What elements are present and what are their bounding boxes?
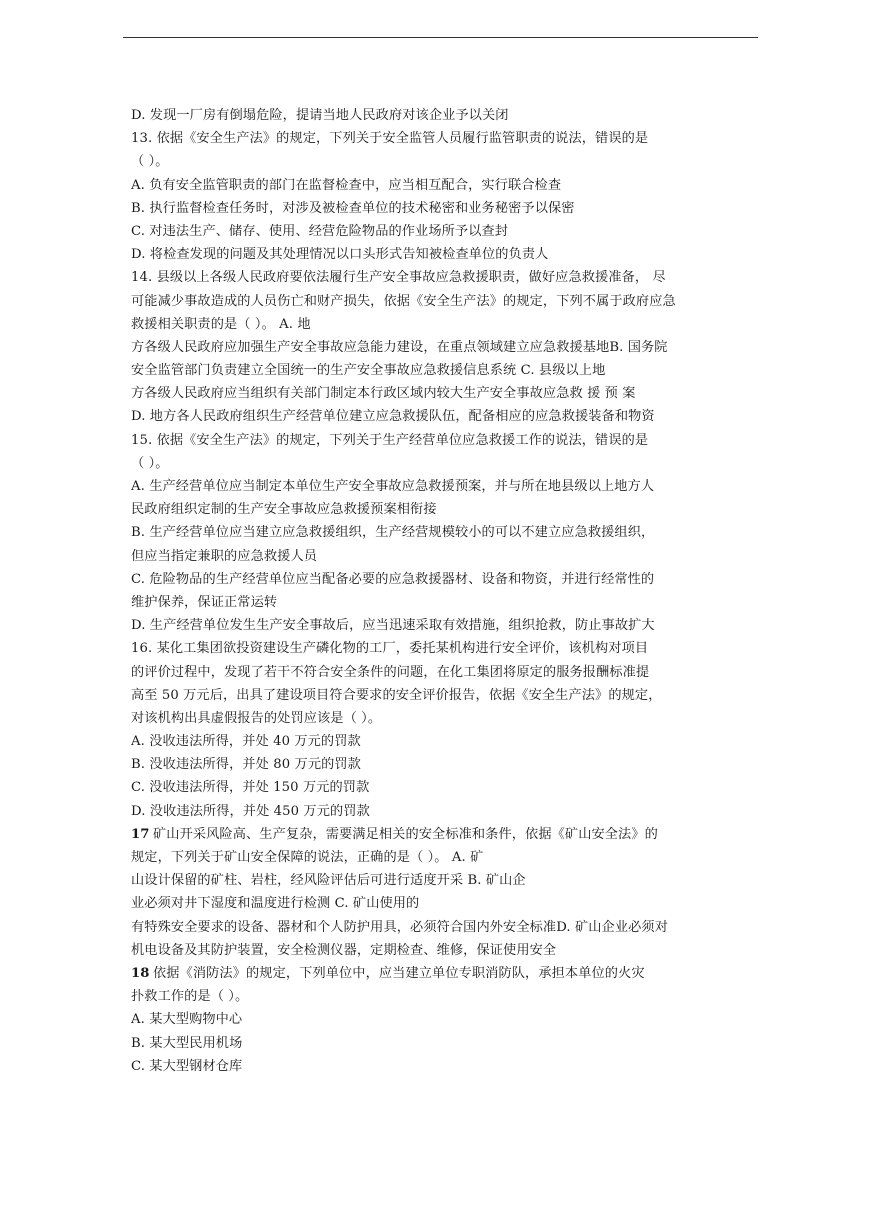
- text-line: （ ）。: [131, 455, 169, 471]
- option-d: D. 地方各人民政府组织生产经营单位建立应急救援队伍，配备相应的应急救援装备和物资: [131, 409, 655, 425]
- question-16-stem: 16. 某化工集团欲投资建设生产磷化物的工厂，委托某机构进行安全评价，该机构对项目: [131, 641, 649, 657]
- option-a: A. 某大型购物中心: [131, 1012, 243, 1028]
- question-15-stem: 15. 依据《安全生产法》的规定，下列关于生产经营单位应急救援工作的说法，错误的是: [131, 432, 649, 448]
- text-line: （ ）。: [131, 154, 169, 170]
- text-line: 高至 50 万元后，出具了建设项目符合要求的安全评价报告，依据《安全生产法》的规定，: [131, 687, 662, 703]
- option-a: A. 生产经营单位应当制定本单位生产安全事故应急救援预案，并与所在地县级以上地方人: [131, 479, 655, 494]
- option-d: D. 将检查发现的问题及其处理情况以口头形式告知被检查单位的负责人: [131, 247, 549, 263]
- question-18-text: 依据《消防法》的规定，下列单位中，应当建立单位专职消防队，承担本单位的火灾: [153, 965, 645, 981]
- option-b: B. 生产经营单位应当建立应急救援组织，生产经营规模较小的可以不建立应急救援组织，: [131, 525, 655, 541]
- text-line: 安全监管部门负责建立全国统一的生产安全事故应急救援信息系统 C. 县级以上地: [131, 363, 606, 379]
- option-c: C. 没收违法所得，并处 150 万元的罚款: [131, 780, 370, 796]
- document-body: [131, 104, 759, 1078]
- text-line: 的评价过程中，发现了若干不符合安全条件的问题，在化工集团将原定的服务报酬标准提: [131, 664, 650, 680]
- question-13-stem: 13. 依据《安全生产法》的规定，下列关于安全监管人员履行监管职责的说法，错误的是: [131, 131, 649, 147]
- text-line: 维护保养，保证正常运转: [131, 594, 278, 610]
- text-line: 民政府组织定制的生产安全事故应急救援预案相衔接: [131, 502, 437, 518]
- option-a: A. 没收违法所得，并处 40 万元的罚款: [131, 734, 361, 750]
- option-c: C. 某大型钢材仓库: [131, 1058, 243, 1074]
- text-line: 方各级人民政府应当组织有关部门制定本行政区域内较大生产安全事故应急救 援 预 案: [131, 386, 636, 402]
- text-line: 可能减少事故造成的人员伤亡和财产损失，依据《安全生产法》的规定，下列不属于政府应急: [131, 293, 676, 309]
- text-line: 但应当指定兼职的应急救援人员: [131, 548, 318, 564]
- option-c: C. 对违法生产、储存、使用、经营危险物品的作业场所予以查封: [131, 223, 509, 239]
- header-rule: [123, 37, 758, 38]
- option-b: B. 执行监督检查任务时，对涉及被检查单位的技术秘密和业务秘密予以保密: [131, 200, 575, 216]
- text-line: 有特殊安全要求的设备、器材和个人防护用具，必须符合国内外安全标准D. 矿山企业必须对: [131, 919, 668, 935]
- question-18-number: 18: [131, 965, 150, 981]
- text-line: 机电设备及其防护装置，安全检测仪器，定期检查、维修，保证使用安全: [131, 942, 557, 958]
- option-d: D. 生产经营单位发生生产安全事故后，应当迅速采取有效措施，组织抢救，防止事故扩大: [131, 618, 655, 634]
- option-c: C. 危险物品的生产经营单位应当配备必要的应急救援器材、设备和物资，并进行经常性的: [131, 571, 655, 587]
- option-b: B. 没收违法所得，并处 80 万元的罚款: [131, 757, 361, 773]
- text-line: 业必须对井下湿度和温度进行检测 C. 矿山使用的: [131, 896, 420, 912]
- option-a: A. 负有安全监管职责的部门在监督检查中，应当相互配合，实行联合检查: [131, 177, 562, 193]
- option-b: B. 某大型民用机场: [131, 1035, 243, 1051]
- option-d: D. 没收违法所得，并处 450 万元的罚款: [131, 803, 370, 819]
- question-17-stem: [131, 823, 759, 846]
- question-17-number: 17: [131, 826, 150, 842]
- text-line: D. 发现一厂房有倒塌危险，提请当地人民政府对该企业予以关闭: [131, 108, 509, 123]
- question-14-stem: 14. 县级以上各级人民政府要依法履行生产安全事故应急救援职责，做好应急救援准备， 尽: [131, 270, 666, 286]
- text-line: 救援相关职责的是（ ）。 A. 地: [131, 316, 311, 332]
- text-line: 方各级人民政府应加强生产安全事故应急能力建设，在重点领域建立应急救援基地B. 国务院: [131, 339, 668, 355]
- question-18-stem: [131, 962, 759, 985]
- question-17-text: 矿山开采风险高、生产复杂，需要满足相关的安全标准和条件，依据《矿山安全法》的: [153, 826, 658, 842]
- text-line: 山设计保留的矿柱、岩柱，经风险评估后可进行适度开采 B. 矿山企: [131, 873, 526, 889]
- text-line: 对该机构出具虚假报告的处罚应该是（ ）。: [131, 710, 382, 726]
- text-line: 扑救工作的是（ ）。: [131, 989, 249, 1005]
- text-line: 规定，下列关于矿山安全保障的说法，正确的是（ ）。 A. 矿: [131, 850, 484, 865]
